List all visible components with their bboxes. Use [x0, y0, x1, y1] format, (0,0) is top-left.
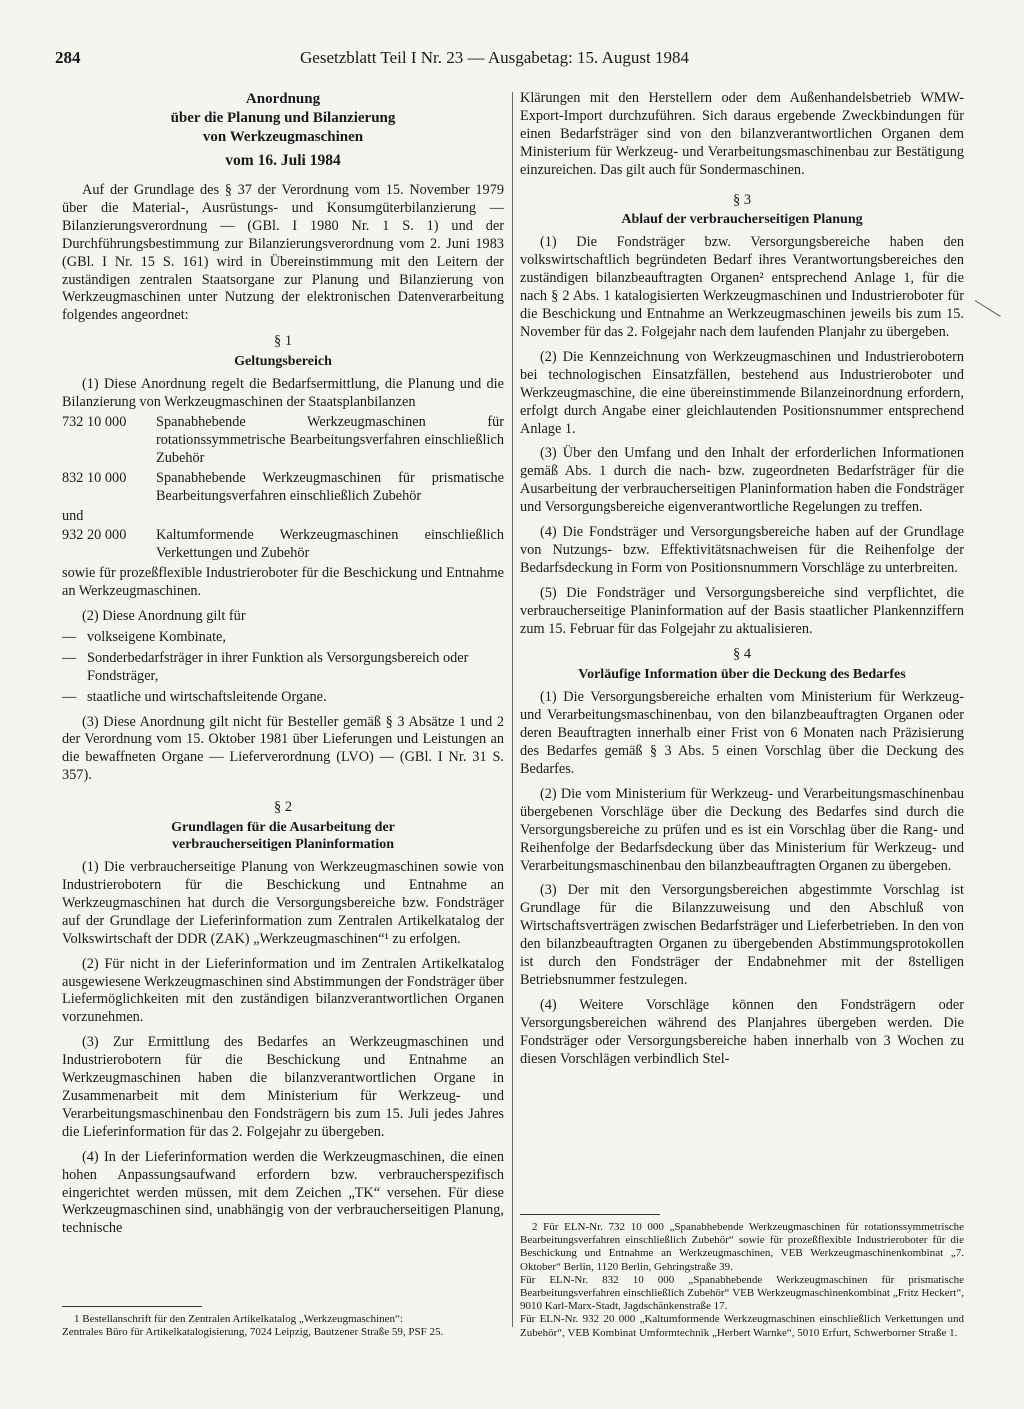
s2-paragraph-4-continued: Klärungen mit den Herstellern oder dem Außenhandelsbetrieb WMW-Export-Import durchzuführen. Sich daraus ergebende Zweckbindungen für einen Bedarfsträger sind von den bilanzverantwortlichen Organen dem Ministerium für Werkzeug- und Verarbeitungsmaschinenbau zur Bestätigung einzureichen. Das gilt auch für Sondermaschinen. [520, 90, 964, 178]
code-description: Spanabhebende Werkzeugmaschinen für prismatische Bearbeitungsverfahren einschließlich Zubehör [156, 469, 504, 504]
dash-bullet: — [62, 628, 77, 645]
footnotes-left [62, 1292, 504, 1342]
section-3-number: § 3 [732, 191, 752, 208]
code-number: 932 20 000 [62, 527, 127, 544]
footnote-2: 2 Für ELN-Nr. 732 10 000 „Spanabhebende Werkzeugmaschinen für rotationssymmetrische Bearbeitungsverfahren einschließlich Zubehör“ sowie für prozeßflexible Industrieroboter für die Beschickung und Entnahme an Werkzeugmaschinen, VEB Werkzeugmaschinenkombinat „7. Oktober“ Berlin, 1120 Berlin, Gehringstraße 39. [520, 1221, 964, 1273]
dash-bullet: — [62, 649, 77, 666]
section-4-title: Vorläufige Information über die Deckung des Bedarfes [578, 667, 906, 683]
list-item [62, 650, 504, 686]
section-3-title: Ablauf der verbraucherseitigen Planung [621, 212, 863, 228]
footnote-1-address: Zentrales Büro für Artikelkatalogisierung, 7024 Leipzig, Bautzener Straße 59, PSF 25. [62, 1326, 444, 1339]
code-description: Spanabhebende Werkzeugmaschinen für rotationssymmetrische Bearbeitungsverfahren einschließlich Zubehör [156, 413, 504, 466]
running-head: Gesetzblatt Teil I Nr. 23 — Ausgabetag: 15. August 1984 [300, 48, 689, 67]
page-header [55, 48, 970, 76]
s1-paragraph-1: (1) Diese Anordnung regelt die Bedarfsermittlung, die Planung und die Bilanzierung von Werkzeugmaschinen der Staatsplanbilanzen [62, 376, 504, 411]
title-line-3: von Werkzeugmaschinen [202, 129, 364, 145]
s2-paragraph-4: (4) In der Lieferinformation werden die Werkzeugmaschinen, die einen hohen Anpassungsaufwand erfordern bzw. verbraucherspezifisch eingerichtet werden müssen, mit dem Zeichen „TK“ versehen. Für diese Werkzeugmaschinen sind, unabhängig von der verbraucherseitigen Planung, technische [62, 1148, 504, 1237]
code-row [62, 414, 504, 468]
page-number: 284 [55, 48, 81, 67]
list-item-text: staatliche und wirtschaftsleitende Organe. [87, 688, 327, 705]
footnote-rule [520, 1214, 660, 1215]
list-item [62, 629, 504, 647]
s3-paragraph-1: (1) Die Fondsträger bzw. Versorgungsbereiche haben den volkswirtschaftlich begründeten Bedarf ihres Verantwortungsbereiches den zuständigen bilanzbeauftragten Organen² entsprechend Anlage 1, für die nach § 2 Abs. 1 katalogisierten Werkzeugmaschinen und Industrieroboter für die Beschickung und Entnahme an Werkzeugmaschinen jeweils bis zum 15. November für das 2. Folgejahr nach dem laufenden Planjahr zu übergeben. [520, 234, 964, 340]
footnote-1: 1 Bestellanschrift für den Zentralen Artikelkatalog „Werkzeugmaschinen“: [74, 1313, 403, 1325]
s1-paragraph-1-tail: sowie für prozeßflexible Industrieroboter für die Beschickung und Entnahme an Werkzeugmaschinen. [62, 565, 504, 600]
column-divider [512, 92, 513, 1327]
code-number: 832 10 000 [62, 469, 127, 486]
list-item-text: volkseigene Kombinate, [87, 628, 226, 645]
section-2-title-line-2: verbraucherseitigen Planinformation [171, 837, 395, 853]
s3-paragraph-3: (3) Über den Umfang und den Inhalt der erforderlichen Informationen gemäß Abs. 1 durch die nach- bzw. zugeordneten Bedarfsträger für die Ausarbeitung der verbraucherseitigen Planinformation haben die Fondsträger und Versorgungsbereiche eigenverantwortliche Regelungen zu treffen. [520, 445, 964, 516]
document-title [62, 90, 504, 170]
title-date: vom 16. Juli 1984 [225, 152, 341, 169]
s4-paragraph-1: (1) Die Versorgungsbereiche erhalten vom Ministerium für Werkzeug- und Verarbeitungsmaschinenbau, von den bilanzbeauftragten Organen oder deren Beauftragten innerhalb einer Frist von 6 Monaten nach Präzisierung des Bedarfes gemäß § 3 Abs. 5 einen Vorschlag über die Deckung des Bedarfes. [520, 689, 964, 777]
code-description: Kaltumformende Werkzeugmaschinen einschließlich Verkettungen und Zubehör [156, 527, 504, 562]
title-line-1: Anordnung [245, 91, 321, 107]
margin-pencil-mark [975, 300, 1001, 317]
list-item [62, 689, 504, 707]
section-4-number: § 4 [732, 646, 752, 663]
code-number: 732 10 000 [62, 413, 127, 430]
s2-paragraph-3: (3) Zur Ermittlung des Bedarfes an Werkzeugmaschinen und Industrierobotern für die Beschickung und Entnahme an Werkzeugmaschinen haben die bilanzverantwortlichen Organe in Zusammenarbeit mit dem Ministerium für Werkzeug- und Verarbeitungsmaschinenbau den Fondsträgern bis zum 15. Juli jedes Jahres die Lieferinformation für das 2. Folgejahr zu übergeben. [62, 1034, 504, 1140]
section-2-title-line-1: Grundlagen für die Ausarbeitung der [171, 820, 395, 836]
s4-paragraph-2: (2) Die vom Ministerium für Werkzeug- und Verarbeitungsmaschinenbau übergebenen Vorschläge über die Deckung des Bedarfes sind durch die Versorgungsbereiche zu prüfen und es ist ein Vorschlag über die Rang- und Reihenfolge der Bedarfsdeckung über das Ministerium für Werkzeug- und Verarbeitungsmaschinenbau den bilanzbeauftragten Organen zu übergeben. [520, 785, 964, 874]
preamble: Auf der Grundlage des § 37 der Verordnung vom 15. November 1979 über die Material-, Ausrüstungs- und Konsumgüterbilanzierung — Bilanzierungsverordnung — (GBl. I 1980 Nr. 1 S. 1) und der Durchführungsbestimmung zur Bilanzierungsverordnung vom 2. Juni 1983 (GBl. I Nr. 15 S. 161) wird in Übereinstimmung mit den Leitern der zuständigen zentralen Staatsorgane zur Planung und Bilanzierung von Werkzeugmaschinen unter Nutzung der elektronischen Datenverarbeitung folgendes angeordnet: [62, 182, 504, 324]
footnotes-right [520, 1200, 964, 1343]
s3-paragraph-4: (4) Die Fondsträger und Versorgungsbereiche haben auf der Grundlage von Nutzungs- bzw. Effektivitätsnachweisen für die Reihenfolge der Bedarfsdeckung in Form von Positionsnummern Vorschläge zu unterbreiten. [520, 524, 964, 576]
dash-bullet: — [62, 688, 77, 705]
section-1-number: § 1 [273, 333, 293, 350]
footnote-2-continued: Für ELN-Nr. 832 10 000 „Spanabhebende Werkzeugmaschinen für prismatische Bearbeitungsverfahren einschließlich Zubehör“ VEB Werkzeugmaschinenkombinat „Fritz Heckert“, 9010 Karl-Marx-Stadt, Jagdschänkenstraße 17. [520, 1273, 964, 1313]
left-column [62, 90, 504, 1355]
s4-paragraph-4: (4) Weitere Vorschläge können den Fondsträgern oder Versorgungsbereichen während des Planjahres übergeben werden. Die Fondsträger oder Versorgungsbereiche haben innerhalb von 3 Wochen zu diesen Vorschlägen verbindlich Stel- [520, 996, 964, 1067]
s1-paragraph-2: (2) Diese Anordnung gilt für [82, 608, 246, 625]
section-1-title: Geltungsbereich [234, 354, 332, 370]
section-2-number: § 2 [273, 799, 293, 816]
conjunction: und [62, 507, 84, 524]
s2-paragraph-2: (2) Für nicht in der Lieferinformation und im Zentralen Artikelkatalog ausgewiesene Werkzeugmaschinen sind Abstimmungen der Fondsträger über Liefermöglichkeiten mit den zuständigen bilanzverantwortlichen Organen vorzunehmen. [62, 955, 504, 1026]
s4-paragraph-3: (3) Der mit den Versorgungsbereichen abgestimmte Vorschlag ist Grundlage für die Bilanzzuweisung und den Abschluß von Wirtschaftsverträgen zwischen Bedarfsträger und Lieferbetrieben. In den von den bilanzbeauftragten Organen zu übergebenden Abstimmungsprotokollen ist durch den Fondsträger der Endabnehmer mit der 8stelligen Betriebsnummer festzulegen. [520, 882, 964, 988]
title-line-2: über die Planung und Bilanzierung [170, 110, 396, 126]
s3-paragraph-2: (2) Die Kennzeichnung von Werkzeugmaschinen und Industrierobotern bei technologischen Einsatzfällen, bestehend aus Industrieroboter und Werkzeugmaschine, die eine übereinstimmende Bilanzeinordnung erfordern, erfolgt durch Angabe einer gleichlautenden Positionsnummer entsprechend Anlage 1. [520, 348, 964, 437]
s1-paragraph-3: (3) Diese Anordnung gilt nicht für Besteller gemäß § 3 Absätze 1 und 2 der Verordnung vom 15. Oktober 1981 über Lieferungen und Leistungen an die bewaffneten Organe — Lieferverordnung (LVO) — (GBl. I Nr. 31 S. 357). [62, 713, 504, 784]
s2-paragraph-1: (1) Die verbraucherseitige Planung von Werkzeugmaschinen sowie von Industrierobotern für die Beschickung und Entnahme an Werkzeugmaschinen hat durch die Versorgungsbereiche bzw. Fondsträger auf der Grundlage der Lieferinformation zum Zentralen Artikelkatalog der Volkswirtschaft der DDR (ZAK) „Werkzeugmaschinen“¹ zu erfolgen. [62, 859, 504, 947]
footnote-rule [62, 1306, 202, 1307]
list-item-text: Sonderbedarfsträger in ihrer Funktion als Versorgungsbereich oder Fondsträger, [87, 649, 469, 684]
right-column [520, 90, 964, 1355]
s3-paragraph-5: (5) Die Fondsträger und Versorgungsbereiche sind verpflichtet, die verbraucherseitige Planinformation auf der Basis staatlicher Plankennziffern zum 15. Februar für das Folgejahr zu aktualisieren. [520, 584, 964, 637]
code-row [62, 527, 504, 563]
footnote-2-continued: Für ELN-Nr. 932 20 000 „Kaltumformende Werkzeugmaschinen einschließlich Verkettungen und Zubehör“, VEB Kombinat Umformtechnik „Herbert Warnke“, 5010 Erfurt, Schwerborner Straße 1. [520, 1313, 964, 1339]
code-row [62, 470, 504, 506]
